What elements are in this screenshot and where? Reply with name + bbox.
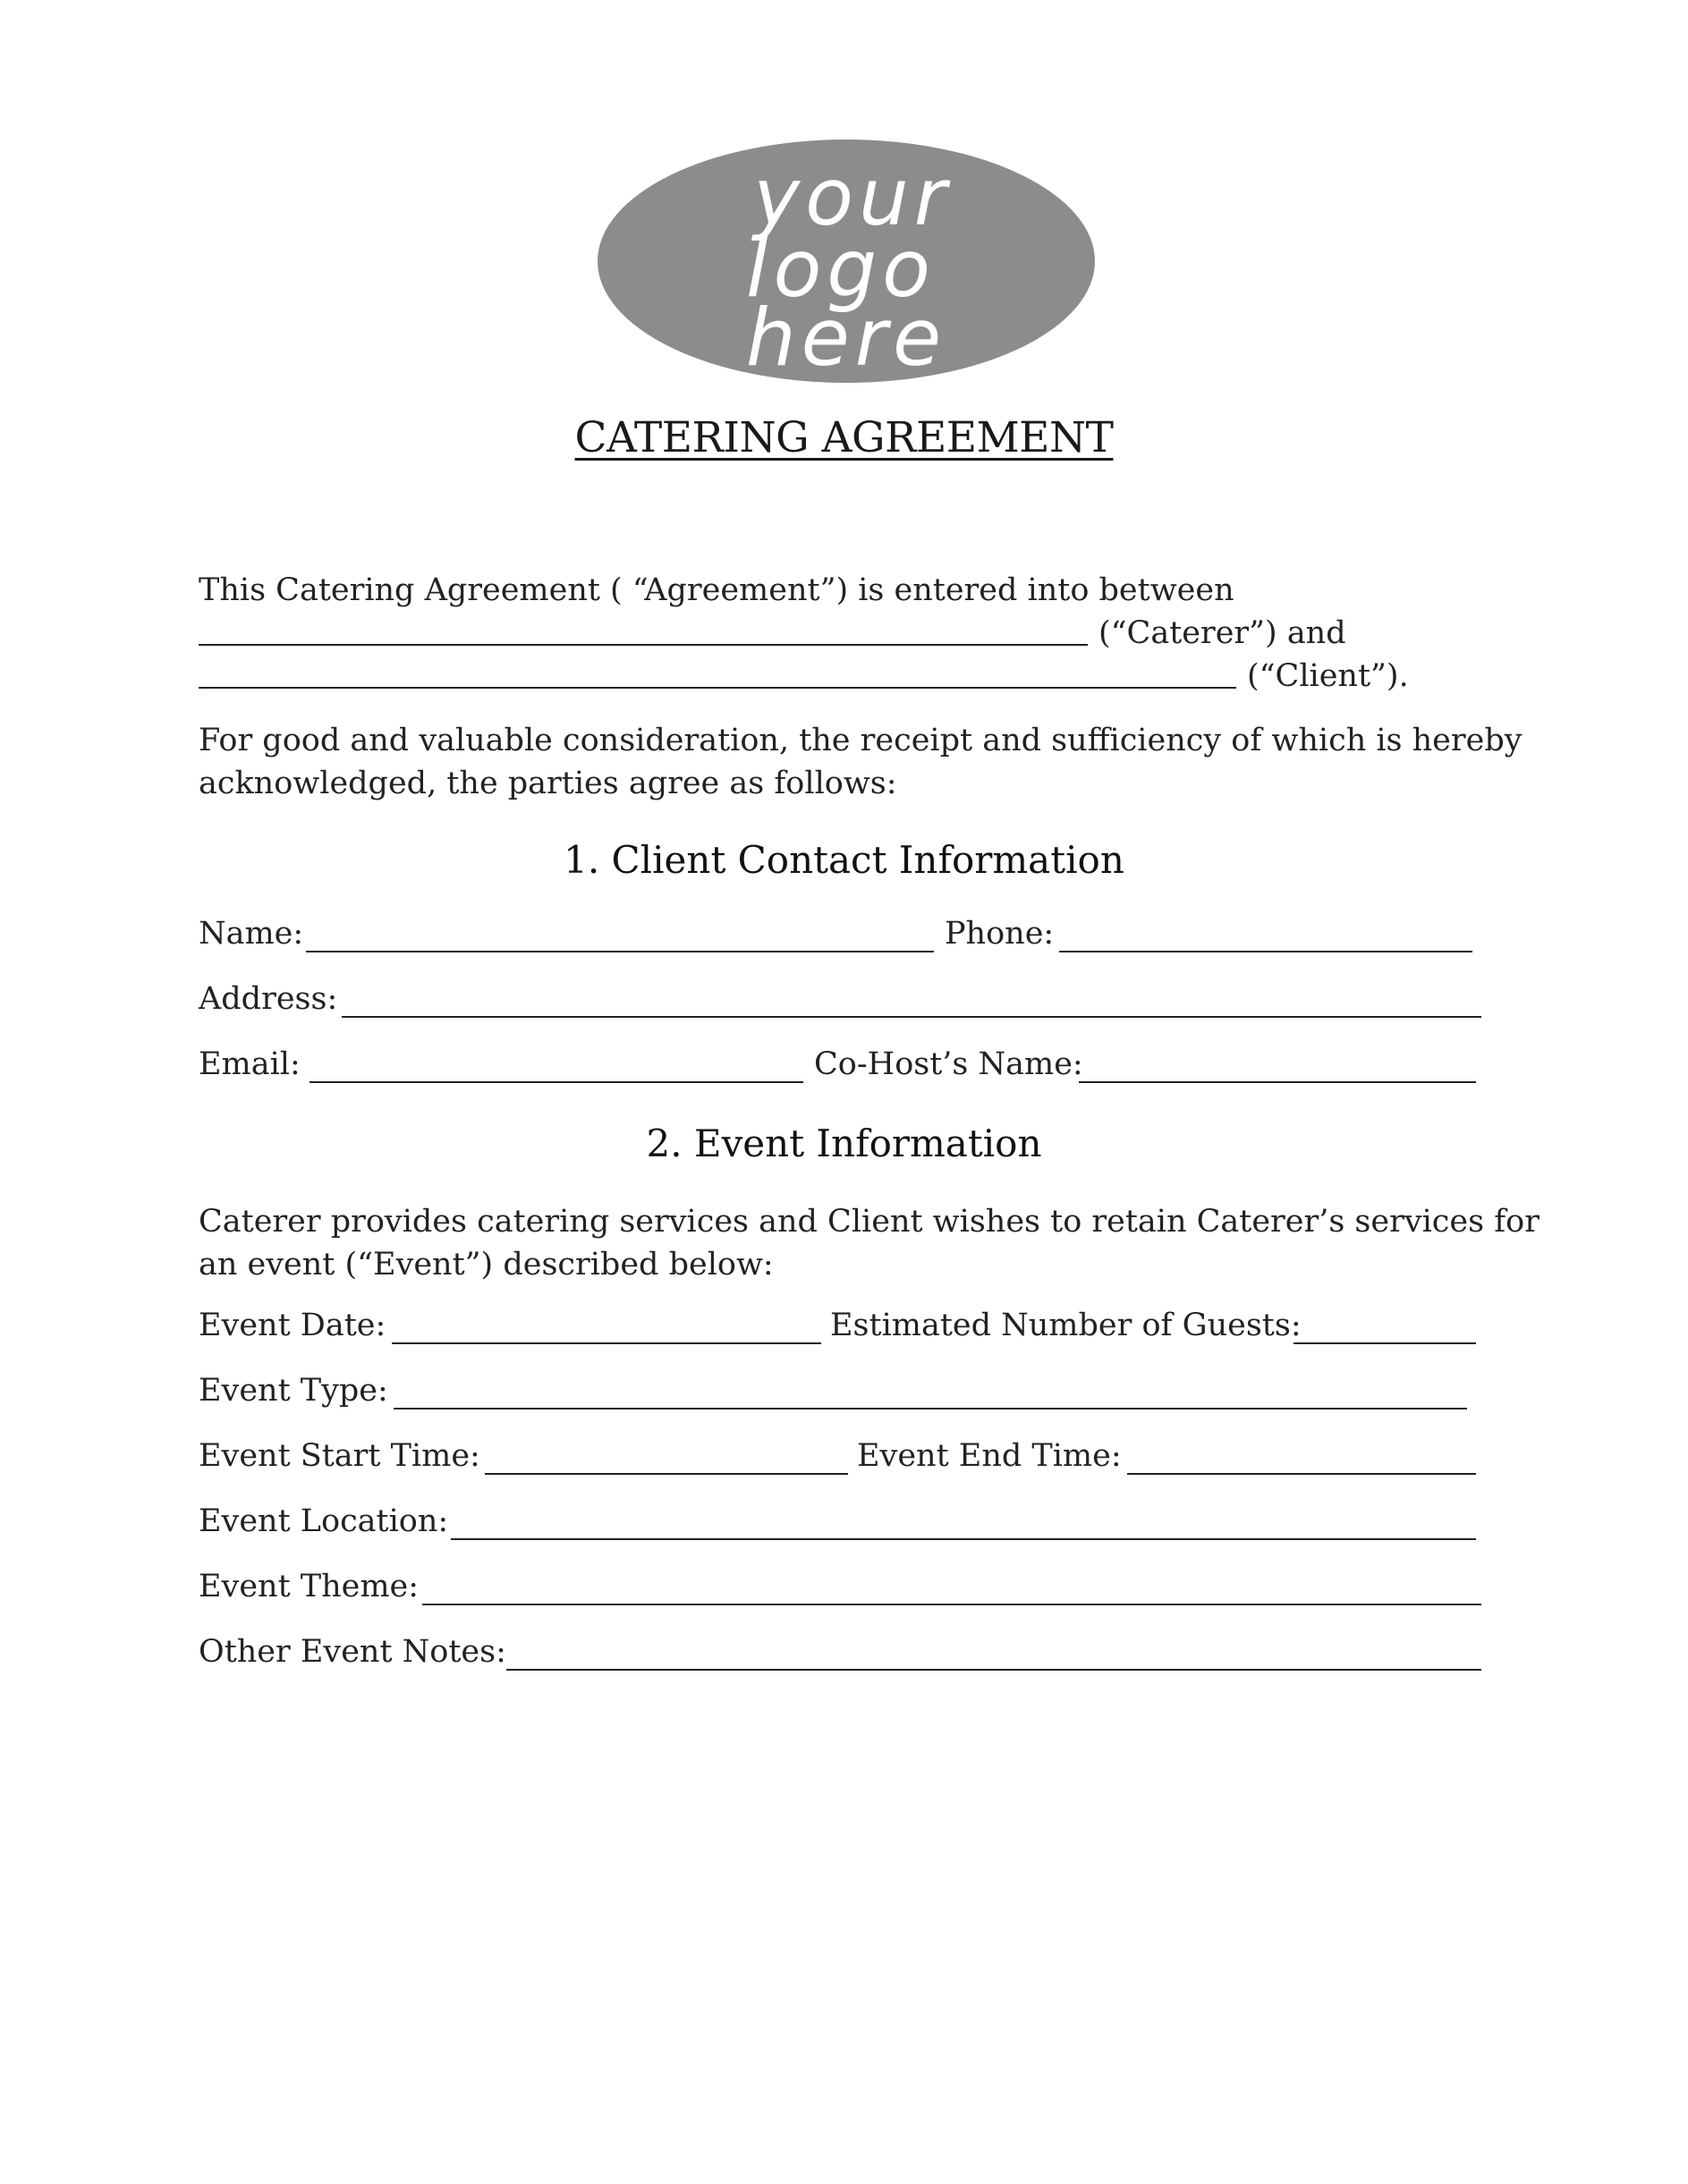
end-time-label: Event End Time: <box>857 1438 1122 1474</box>
email-field-line[interactable] <box>310 1081 803 1083</box>
event-location-label: Event Location: <box>199 1503 449 1539</box>
intro-text: This Catering Agreement ( “Agreement”) is entered into between <box>199 572 1234 608</box>
event-desc-line-2: an event (“Event”) described below: <box>199 1247 774 1282</box>
start-time-label: Event Start Time: <box>199 1438 480 1474</box>
cohost-field-line[interactable] <box>1079 1081 1476 1083</box>
caterer-name-line[interactable] <box>199 644 1088 646</box>
logo-placeholder <box>598 140 1095 383</box>
logo-text-line-2: logo <box>746 223 936 315</box>
event-theme-label: Event Theme: <box>199 1569 420 1604</box>
event-location-field-line[interactable] <box>451 1538 1476 1540</box>
event-date-label: Event Date: <box>199 1308 386 1343</box>
event-theme-field-line[interactable] <box>422 1604 1481 1605</box>
end-time-field-line[interactable] <box>1127 1473 1476 1475</box>
event-type-field-line[interactable] <box>394 1408 1467 1409</box>
client-suffix: (“Client”). <box>1247 658 1409 694</box>
phone-label: Phone: <box>945 916 1055 952</box>
event-type-label: Event Type: <box>199 1373 388 1409</box>
cohost-label: Co-Host’s Name: <box>814 1046 1083 1082</box>
guests-field-line[interactable] <box>1294 1342 1476 1344</box>
email-label: Email: <box>199 1046 301 1082</box>
guests-label: Estimated Number of Guests: <box>830 1308 1302 1343</box>
name-field-line[interactable] <box>306 951 934 952</box>
other-notes-field-line[interactable] <box>506 1669 1481 1671</box>
consideration-text-line-2: acknowledged, the parties agree as follows: <box>199 766 897 801</box>
other-notes-label: Other Event Notes: <box>199 1634 506 1670</box>
address-label: Address: <box>199 981 338 1017</box>
address-field-line[interactable] <box>342 1016 1481 1018</box>
event-date-field-line[interactable] <box>392 1342 821 1344</box>
name-label: Name: <box>199 916 304 952</box>
start-time-field-line[interactable] <box>485 1473 848 1475</box>
document-title: CATERING AGREEMENT <box>574 413 1114 462</box>
client-name-line[interactable] <box>199 687 1236 689</box>
logo-text-line-3: here <box>745 292 947 383</box>
section-heading-event-info: 2. Event Information <box>646 1122 1042 1165</box>
section-heading-client-contact: 1. Client Contact Information <box>564 838 1124 882</box>
consideration-text-line-1: For good and valuable consideration, the receipt and sufficiency of which is hereby <box>199 723 1523 758</box>
event-desc-line-1: Caterer provides catering services and Client wishes to retain Caterer’s services for <box>199 1204 1540 1240</box>
phone-field-line[interactable] <box>1059 951 1472 952</box>
caterer-suffix: (“Caterer”) and <box>1098 615 1346 651</box>
logo-text-line-1: your <box>753 151 952 243</box>
